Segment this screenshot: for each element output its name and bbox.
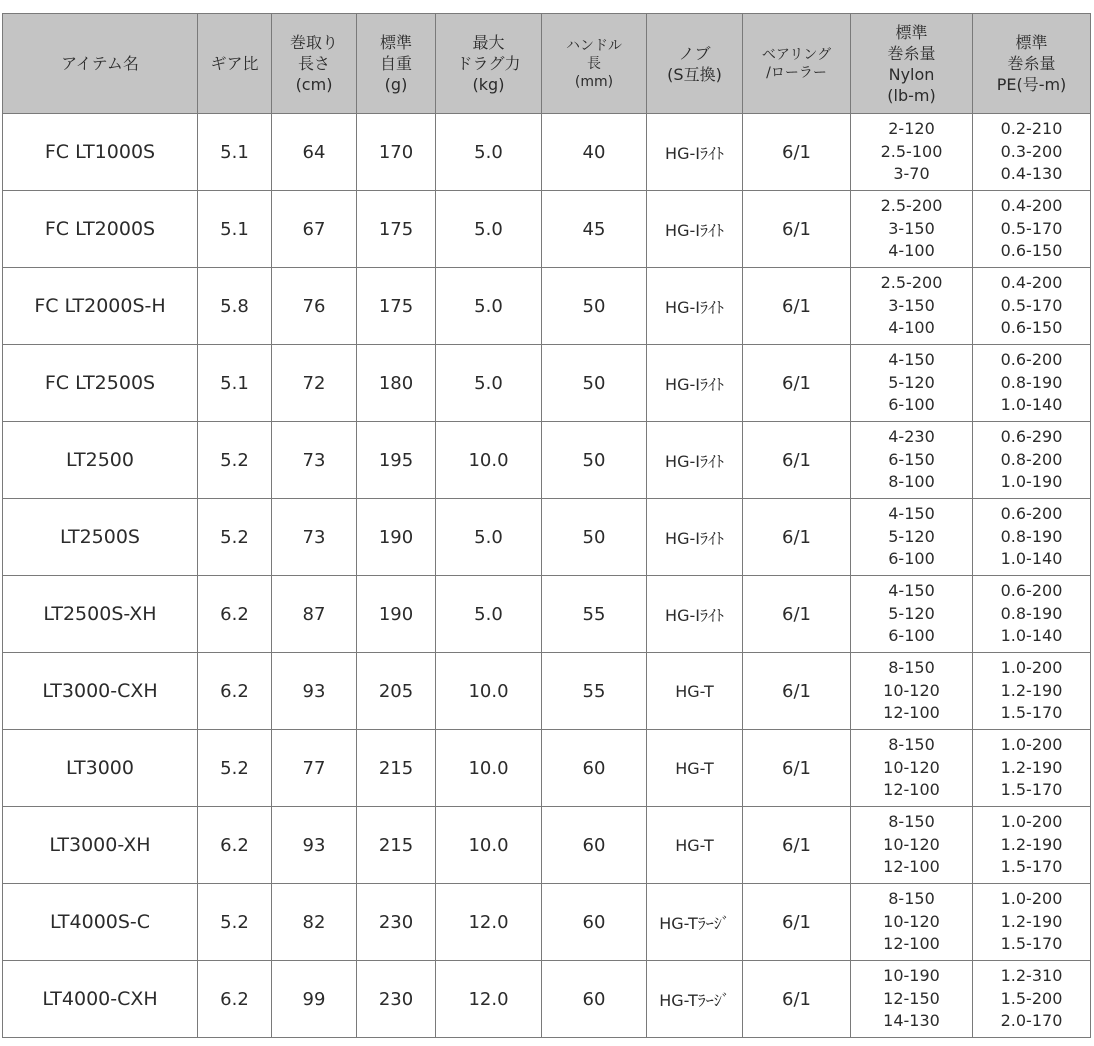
cell-weight: 190 bbox=[357, 499, 436, 576]
cell-pe-value: 0.4-200 bbox=[1000, 196, 1063, 216]
table-row bbox=[3, 114, 1091, 191]
cell-weight: 215 bbox=[357, 730, 436, 807]
cell-bearing: 6/1 bbox=[743, 114, 851, 191]
column-header-knob-line: (S互換) bbox=[667, 64, 722, 84]
cell-bearing: 6/1 bbox=[743, 884, 851, 961]
cell-drag: 5.0 bbox=[436, 345, 542, 422]
cell-item-name: LT3000-CXH bbox=[3, 653, 198, 730]
cell-nylon-value: 3-150 bbox=[888, 218, 935, 238]
column-header-bearing-line: ベアリング bbox=[761, 46, 832, 63]
column-header-retrieve-line: 長さ bbox=[297, 54, 330, 73]
cell-retrieve: 82 bbox=[272, 884, 357, 961]
cell-weight: 175 bbox=[357, 268, 436, 345]
cell-nylon-value: 12-100 bbox=[883, 857, 940, 877]
column-header-pe-line: 標準 bbox=[1015, 33, 1048, 52]
cell-pe-value: 1.0-200 bbox=[1000, 812, 1063, 832]
column-header-drag-line: (kg) bbox=[472, 75, 505, 94]
cell-nylon-value: 4-150 bbox=[888, 504, 935, 524]
cell-nylon-value: 4-230 bbox=[888, 427, 935, 447]
cell-pe-value: 1.0-140 bbox=[1000, 395, 1063, 415]
cell-handle: 55 bbox=[542, 576, 647, 653]
cell-pe bbox=[973, 422, 1091, 499]
cell-nylon-value: 10-190 bbox=[883, 966, 940, 986]
cell-handle: 40 bbox=[542, 114, 647, 191]
cell-drag: 5.0 bbox=[436, 268, 542, 345]
cell-pe-value: 0.6-150 bbox=[1000, 241, 1063, 261]
cell-drag: 10.0 bbox=[436, 730, 542, 807]
cell-knob: HG-Tﾗｰｼﾞ bbox=[647, 884, 743, 961]
cell-nylon bbox=[851, 422, 973, 499]
table-row bbox=[3, 807, 1091, 884]
cell-retrieve: 77 bbox=[272, 730, 357, 807]
cell-drag: 5.0 bbox=[436, 114, 542, 191]
cell-gear: 6.2 bbox=[198, 961, 272, 1038]
cell-bearing: 6/1 bbox=[743, 961, 851, 1038]
cell-weight: 190 bbox=[357, 576, 436, 653]
cell-pe-value: 1.5-170 bbox=[1000, 857, 1063, 877]
cell-pe-value: 1.0-200 bbox=[1000, 889, 1063, 909]
cell-gear: 5.2 bbox=[198, 884, 272, 961]
cell-nylon-value: 5-120 bbox=[888, 603, 935, 623]
cell-knob: HG-Iﾗｲﾄ bbox=[647, 576, 743, 653]
cell-retrieve: 73 bbox=[272, 422, 357, 499]
cell-nylon-value: 2.5-200 bbox=[880, 196, 943, 216]
cell-pe bbox=[973, 576, 1091, 653]
cell-pe bbox=[973, 653, 1091, 730]
cell-bearing: 6/1 bbox=[743, 730, 851, 807]
cell-pe-value: 1.0-200 bbox=[1000, 735, 1063, 755]
table-row bbox=[3, 653, 1091, 730]
cell-weight: 195 bbox=[357, 422, 436, 499]
column-header-nylon-line: 巻糸量 bbox=[887, 43, 936, 63]
column-header-gear bbox=[198, 14, 272, 114]
cell-pe-value: 0.5-170 bbox=[1000, 295, 1063, 315]
cell-pe-value: 1.0-190 bbox=[1000, 472, 1063, 492]
cell-weight: 230 bbox=[357, 961, 436, 1038]
cell-nylon-value: 12-100 bbox=[883, 780, 940, 800]
cell-bearing: 6/1 bbox=[743, 345, 851, 422]
cell-item-name: LT4000S-C bbox=[3, 884, 198, 961]
spec-table bbox=[2, 13, 1091, 1038]
cell-drag: 10.0 bbox=[436, 653, 542, 730]
cell-weight: 205 bbox=[357, 653, 436, 730]
column-header-handle-line: 長 bbox=[587, 55, 601, 72]
column-header-knob bbox=[647, 14, 743, 114]
cell-nylon-value: 2.5-100 bbox=[880, 141, 943, 161]
cell-knob: HG-Iﾗｲﾄ bbox=[647, 422, 743, 499]
cell-bearing: 6/1 bbox=[743, 268, 851, 345]
cell-retrieve: 93 bbox=[272, 807, 357, 884]
cell-retrieve: 76 bbox=[272, 268, 357, 345]
cell-knob: HG-Iﾗｲﾄ bbox=[647, 345, 743, 422]
cell-pe-value: 1.0-200 bbox=[1000, 658, 1063, 678]
column-header-pe-line: 巻糸量 bbox=[1007, 54, 1056, 73]
cell-nylon bbox=[851, 961, 973, 1038]
column-header-pe-line: PE(号-m) bbox=[996, 75, 1067, 94]
cell-nylon-value: 4-100 bbox=[888, 318, 935, 338]
cell-weight: 170 bbox=[357, 114, 436, 191]
cell-drag: 5.0 bbox=[436, 499, 542, 576]
cell-gear: 6.2 bbox=[198, 653, 272, 730]
cell-item-name: LT2500 bbox=[3, 422, 198, 499]
cell-pe bbox=[973, 961, 1091, 1038]
cell-item-name: LT3000 bbox=[3, 730, 198, 807]
cell-item-name: FC LT1000S bbox=[3, 114, 198, 191]
cell-bearing: 6/1 bbox=[743, 653, 851, 730]
column-header-nylon bbox=[851, 14, 973, 114]
cell-knob: HG-T bbox=[647, 730, 743, 807]
table-row bbox=[3, 884, 1091, 961]
cell-nylon-value: 8-100 bbox=[888, 472, 935, 492]
column-header-weight-line: 標準 bbox=[379, 33, 412, 52]
cell-retrieve: 72 bbox=[272, 345, 357, 422]
table-row bbox=[3, 268, 1091, 345]
cell-gear: 6.2 bbox=[198, 576, 272, 653]
cell-nylon-value: 12-100 bbox=[883, 934, 940, 954]
cell-nylon-value: 10-120 bbox=[883, 757, 940, 777]
cell-pe-value: 0.3-200 bbox=[1000, 141, 1063, 161]
cell-drag: 10.0 bbox=[436, 807, 542, 884]
column-header-item bbox=[3, 14, 198, 114]
column-header-weight-line: (g) bbox=[384, 75, 408, 94]
cell-knob: HG-Tﾗｰｼﾞ bbox=[647, 961, 743, 1038]
cell-gear: 6.2 bbox=[198, 807, 272, 884]
cell-weight: 215 bbox=[357, 807, 436, 884]
cell-nylon-value: 6-150 bbox=[888, 449, 935, 469]
cell-pe-value: 0.6-290 bbox=[1000, 427, 1063, 447]
column-header-drag bbox=[436, 14, 542, 114]
column-header-weight bbox=[357, 14, 436, 114]
cell-pe-value: 0.4-200 bbox=[1000, 273, 1063, 293]
cell-handle: 60 bbox=[542, 807, 647, 884]
cell-nylon bbox=[851, 345, 973, 422]
cell-nylon-value: 8-150 bbox=[888, 658, 935, 678]
cell-pe-value: 1.2-190 bbox=[1000, 834, 1063, 854]
cell-nylon bbox=[851, 730, 973, 807]
cell-drag: 12.0 bbox=[436, 884, 542, 961]
cell-nylon-value: 14-130 bbox=[883, 1011, 940, 1031]
column-header-nylon-line: Nylon bbox=[888, 64, 935, 84]
cell-pe-value: 1.2-190 bbox=[1000, 757, 1063, 777]
cell-gear: 5.1 bbox=[198, 345, 272, 422]
header-row bbox=[3, 14, 1091, 114]
cell-pe-value: 0.8-190 bbox=[1000, 372, 1063, 392]
cell-pe-value: 1.5-170 bbox=[1000, 780, 1063, 800]
cell-handle: 50 bbox=[542, 345, 647, 422]
cell-pe bbox=[973, 114, 1091, 191]
column-header-handle-line: (mm) bbox=[574, 73, 614, 90]
cell-pe-value: 0.5-170 bbox=[1000, 218, 1063, 238]
cell-nylon bbox=[851, 576, 973, 653]
cell-pe-value: 1.2-310 bbox=[1000, 966, 1063, 986]
cell-nylon-value: 8-150 bbox=[888, 812, 935, 832]
cell-item-name: LT4000-CXH bbox=[3, 961, 198, 1038]
cell-drag: 12.0 bbox=[436, 961, 542, 1038]
table-row bbox=[3, 576, 1091, 653]
cell-nylon-value: 5-120 bbox=[888, 526, 935, 546]
cell-nylon-value: 3-150 bbox=[888, 295, 935, 315]
column-header-pe bbox=[973, 14, 1091, 114]
cell-drag: 5.0 bbox=[436, 191, 542, 268]
column-header-handle bbox=[542, 14, 647, 114]
cell-weight: 175 bbox=[357, 191, 436, 268]
cell-nylon-value: 6-100 bbox=[888, 626, 935, 646]
column-header-retrieve-line: 巻取り bbox=[289, 33, 338, 52]
cell-gear: 5.1 bbox=[198, 191, 272, 268]
cell-knob: HG-T bbox=[647, 653, 743, 730]
cell-nylon-value: 3-70 bbox=[893, 164, 930, 184]
cell-pe bbox=[973, 884, 1091, 961]
cell-handle: 50 bbox=[542, 422, 647, 499]
column-header-weight-line: 自重 bbox=[379, 54, 412, 73]
cell-nylon-value: 4-100 bbox=[888, 241, 935, 261]
cell-pe-value: 1.0-140 bbox=[1000, 549, 1063, 569]
cell-pe-value: 0.8-190 bbox=[1000, 526, 1063, 546]
cell-bearing: 6/1 bbox=[743, 499, 851, 576]
table-row bbox=[3, 345, 1091, 422]
cell-pe-value: 1.5-200 bbox=[1000, 988, 1063, 1008]
cell-nylon bbox=[851, 191, 973, 268]
cell-retrieve: 67 bbox=[272, 191, 357, 268]
cell-nylon-value: 6-100 bbox=[888, 549, 935, 569]
cell-pe-value: 1.5-170 bbox=[1000, 934, 1063, 954]
column-header-bearing-line: /ローラー bbox=[766, 64, 827, 81]
table-header bbox=[3, 14, 1091, 114]
cell-drag: 5.0 bbox=[436, 576, 542, 653]
cell-bearing: 6/1 bbox=[743, 422, 851, 499]
cell-pe bbox=[973, 730, 1091, 807]
column-header-retrieve-line: (cm) bbox=[295, 75, 333, 94]
cell-nylon bbox=[851, 653, 973, 730]
cell-nylon-value: 10-120 bbox=[883, 911, 940, 931]
cell-item-name: FC LT2500S bbox=[3, 345, 198, 422]
cell-handle: 60 bbox=[542, 884, 647, 961]
cell-pe bbox=[973, 268, 1091, 345]
cell-item-name: FC LT2000S-H bbox=[3, 268, 198, 345]
cell-nylon-value: 6-100 bbox=[888, 395, 935, 415]
cell-pe-value: 0.8-190 bbox=[1000, 603, 1063, 623]
cell-nylon-value: 2-120 bbox=[888, 119, 935, 139]
cell-pe-value: 0.6-200 bbox=[1000, 504, 1063, 524]
cell-pe bbox=[973, 499, 1091, 576]
cell-knob: HG-Iﾗｲﾄ bbox=[647, 499, 743, 576]
column-header-nylon-line: 標準 bbox=[895, 22, 928, 42]
cell-pe-value: 0.6-150 bbox=[1000, 318, 1063, 338]
cell-retrieve: 99 bbox=[272, 961, 357, 1038]
cell-nylon-value: 5-120 bbox=[888, 372, 935, 392]
column-header-bearing bbox=[743, 14, 851, 114]
table-row bbox=[3, 191, 1091, 268]
column-header-gear-line: ギア比 bbox=[210, 54, 259, 73]
cell-nylon bbox=[851, 499, 973, 576]
cell-retrieve: 64 bbox=[272, 114, 357, 191]
table-row bbox=[3, 961, 1091, 1038]
column-header-knob-line: ノブ bbox=[678, 43, 711, 63]
cell-handle: 55 bbox=[542, 653, 647, 730]
cell-item-name: LT2500S bbox=[3, 499, 198, 576]
column-header-item-line: アイテム名 bbox=[61, 54, 139, 73]
cell-item-name: LT3000-XH bbox=[3, 807, 198, 884]
cell-nylon bbox=[851, 807, 973, 884]
cell-nylon-value: 8-150 bbox=[888, 735, 935, 755]
cell-nylon bbox=[851, 268, 973, 345]
cell-nylon-value: 4-150 bbox=[888, 350, 935, 370]
cell-gear: 5.2 bbox=[198, 499, 272, 576]
cell-knob: HG-Iﾗｲﾄ bbox=[647, 191, 743, 268]
cell-handle: 60 bbox=[542, 730, 647, 807]
cell-item-name: FC LT2000S bbox=[3, 191, 198, 268]
cell-pe-value: 0.6-200 bbox=[1000, 581, 1063, 601]
cell-retrieve: 73 bbox=[272, 499, 357, 576]
column-header-handle-line: ハンドル bbox=[566, 37, 622, 54]
cell-knob: HG-Iﾗｲﾄ bbox=[647, 114, 743, 191]
cell-nylon-value: 8-150 bbox=[888, 889, 935, 909]
cell-nylon-value: 12-150 bbox=[883, 988, 940, 1008]
cell-handle: 50 bbox=[542, 268, 647, 345]
column-header-retrieve bbox=[272, 14, 357, 114]
cell-bearing: 6/1 bbox=[743, 807, 851, 884]
cell-pe-value: 2.0-170 bbox=[1000, 1011, 1063, 1031]
cell-drag: 10.0 bbox=[436, 422, 542, 499]
cell-handle: 45 bbox=[542, 191, 647, 268]
cell-gear: 5.2 bbox=[198, 730, 272, 807]
cell-pe-value: 1.2-190 bbox=[1000, 911, 1063, 931]
cell-handle: 60 bbox=[542, 961, 647, 1038]
cell-nylon-value: 10-120 bbox=[883, 680, 940, 700]
cell-pe-value: 0.2-210 bbox=[1000, 119, 1063, 139]
cell-weight: 230 bbox=[357, 884, 436, 961]
cell-nylon-value: 2.5-200 bbox=[880, 273, 943, 293]
column-header-nylon-line: (lb-m) bbox=[887, 85, 936, 105]
cell-bearing: 6/1 bbox=[743, 191, 851, 268]
cell-knob: HG-T bbox=[647, 807, 743, 884]
cell-weight: 180 bbox=[357, 345, 436, 422]
table-row bbox=[3, 422, 1091, 499]
cell-item-name: LT2500S-XH bbox=[3, 576, 198, 653]
cell-pe-value: 1.2-190 bbox=[1000, 680, 1063, 700]
cell-pe-value: 1.5-170 bbox=[1000, 703, 1063, 723]
cell-gear: 5.2 bbox=[198, 422, 272, 499]
cell-retrieve: 93 bbox=[272, 653, 357, 730]
cell-pe bbox=[973, 191, 1091, 268]
cell-gear: 5.1 bbox=[198, 114, 272, 191]
cell-nylon-value: 12-100 bbox=[883, 703, 940, 723]
cell-bearing: 6/1 bbox=[743, 576, 851, 653]
cell-knob: HG-Iﾗｲﾄ bbox=[647, 268, 743, 345]
cell-pe-value: 0.6-200 bbox=[1000, 350, 1063, 370]
column-header-drag-line: 最大 bbox=[472, 33, 505, 52]
cell-pe bbox=[973, 807, 1091, 884]
cell-nylon-value: 4-150 bbox=[888, 581, 935, 601]
table-body bbox=[3, 114, 1091, 1038]
cell-pe-value: 1.0-140 bbox=[1000, 626, 1063, 646]
cell-gear: 5.8 bbox=[198, 268, 272, 345]
cell-pe-value: 0.8-200 bbox=[1000, 449, 1063, 469]
cell-nylon bbox=[851, 114, 973, 191]
cell-retrieve: 87 bbox=[272, 576, 357, 653]
cell-nylon bbox=[851, 884, 973, 961]
cell-handle: 50 bbox=[542, 499, 647, 576]
table-row bbox=[3, 499, 1091, 576]
cell-nylon-value: 10-120 bbox=[883, 834, 940, 854]
column-header-drag-line: ドラグ力 bbox=[456, 54, 521, 73]
table-row bbox=[3, 730, 1091, 807]
cell-pe-value: 0.4-130 bbox=[1000, 164, 1063, 184]
cell-pe bbox=[973, 345, 1091, 422]
